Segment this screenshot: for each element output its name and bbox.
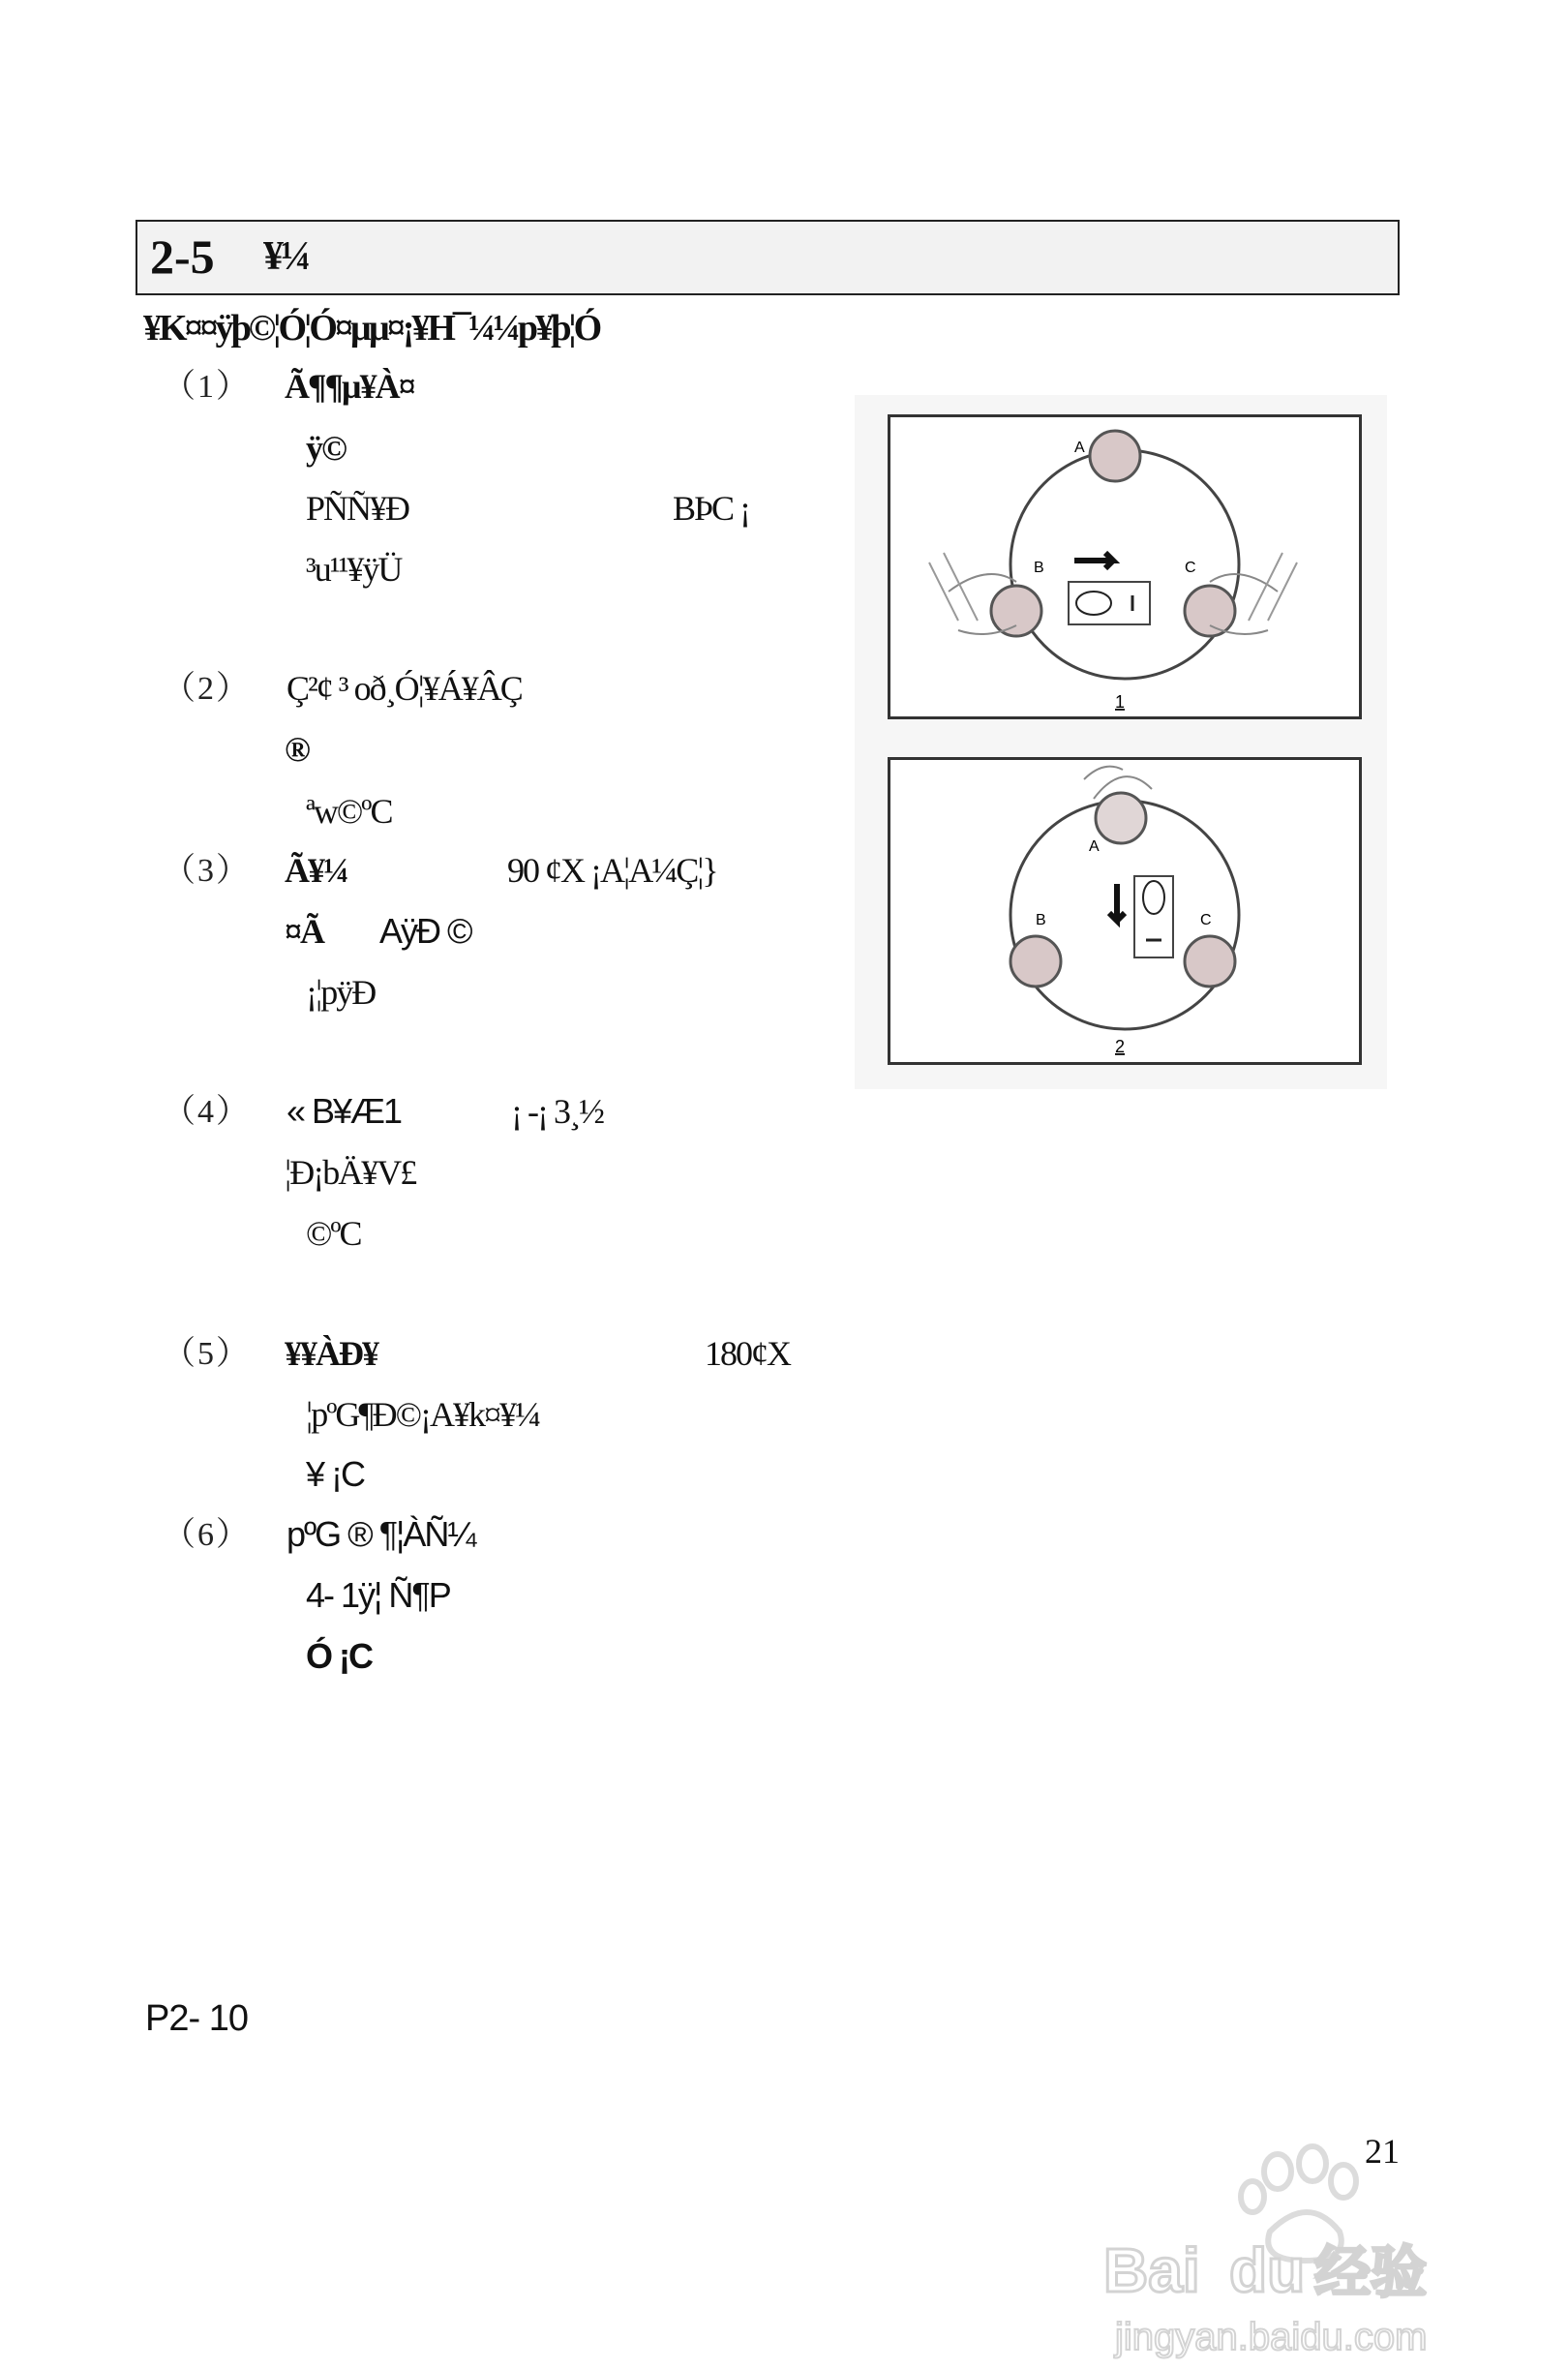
section-number: 2-5 <box>150 229 215 284</box>
watermark-brand: Bai <box>1103 2235 1200 2305</box>
lens-c <box>1185 936 1235 987</box>
step-5-extra-1: 180¢X <box>705 1334 790 1373</box>
step-2-line-3: ªw©ºC <box>306 792 392 831</box>
step-6-line-2: 4- 1ÿ¦ Ñ¶P <box>306 1575 450 1615</box>
figure-1 <box>888 414 1362 719</box>
lens-a <box>1096 793 1146 843</box>
arrow-down-icon <box>1109 884 1125 921</box>
watermark-brand-du: du <box>1229 2235 1306 2305</box>
lens-b <box>991 586 1041 636</box>
step-5-line-2: ¦pºG¶Ð©¡A¥k¤¥¼ <box>306 1395 540 1434</box>
step-4-extra-2: ¡ -¡ 3¸½ <box>511 1092 603 1131</box>
step-1-line-2: ÿ© <box>306 429 346 468</box>
figure-2-label-b: B <box>1036 912 1046 928</box>
rotation-circle <box>1010 450 1239 679</box>
step-3-extra-1: 90 ¢X ¡A¦A¼Ç¦} <box>507 851 717 890</box>
step-3-line-1: Ã¥¼ <box>285 851 347 890</box>
step-3-line-2: ¤Ã <box>285 912 323 951</box>
step-1-line-4: ³u¹¹¥ÿÜ <box>306 550 402 589</box>
switch-knob <box>1076 592 1111 615</box>
step-6-line-1: pºG ® ¶¦ÀÑ¼ <box>286 1514 475 1554</box>
figure-1-illustration <box>890 417 1359 716</box>
intro-text: ¥K¤¤ÿþ©¦Ó¦Ó¤µµ¤¡¥H¯¼¼p¥þ¦Ó <box>143 308 600 349</box>
footer-code: P2- 10 <box>145 1998 248 2039</box>
figure-1-label-c: C <box>1185 560 1196 576</box>
lens-a <box>1090 431 1140 481</box>
step-2-number: （2） <box>163 671 251 707</box>
lens-c <box>1185 586 1235 636</box>
section-title: ¥¼ <box>263 234 309 279</box>
step-1-line-1: Ã¶¶µ¥À¤ <box>285 367 414 406</box>
arrow-right-icon <box>1074 553 1113 568</box>
step-6-number: （6） <box>163 1517 251 1553</box>
baidu-watermark <box>1094 2135 1481 2367</box>
step-4-number: （4） <box>163 1094 251 1130</box>
lens-b <box>1010 936 1061 987</box>
step-5-line-3: ¥ ¡C <box>306 1454 365 1494</box>
step-3-line-3: ¡¦pÿÐ <box>306 973 376 1012</box>
step-2-line-1: Ç²¢ ³ oð¸Ó¦¥Á¥ÂÇ <box>286 669 522 708</box>
baidu-paw-logo <box>1094 2135 1481 2367</box>
step-2-line-2: ® <box>285 730 309 769</box>
step-6-line-3: Ó ¡C <box>306 1636 372 1676</box>
figure-1-label-b: B <box>1034 560 1044 576</box>
figure-1-caption: 1 <box>1115 692 1126 712</box>
figure-2 <box>888 757 1362 1065</box>
figure-2-label-c: C <box>1200 912 1212 928</box>
step-3-extra-2: AÿÐ © <box>379 911 471 951</box>
step-4-extra-1: « B¥Æ1 <box>286 1091 402 1131</box>
step-5-number: （5） <box>163 1336 251 1372</box>
figure-1-label-a: A <box>1074 440 1085 456</box>
step-4-line-1: ¦Ð¡bÄ¥V£ <box>285 1153 416 1192</box>
watermark-cn: 经验 <box>1314 2239 1428 2305</box>
step-1-number: （1） <box>163 369 251 405</box>
step-1-line-3: PÑÑ¥Ð <box>306 489 409 528</box>
figure-2-illustration <box>890 760 1359 1062</box>
figure-2-label-a: A <box>1089 838 1100 855</box>
page-number: 21 <box>1365 2132 1400 2171</box>
step-3-number: （3） <box>163 853 251 889</box>
figure-2-caption: 2 <box>1115 1037 1126 1056</box>
step-4-line-2: ©ºC <box>306 1214 361 1253</box>
step-5-line-1: ¥¥ÀÐ¥ <box>285 1334 377 1373</box>
step-1-extra: BÞC ¡ <box>673 489 750 528</box>
section-header-box <box>136 220 1400 295</box>
watermark-url: jingyan.baidu.com <box>1115 2316 1428 2358</box>
switch-knob <box>1143 881 1164 914</box>
